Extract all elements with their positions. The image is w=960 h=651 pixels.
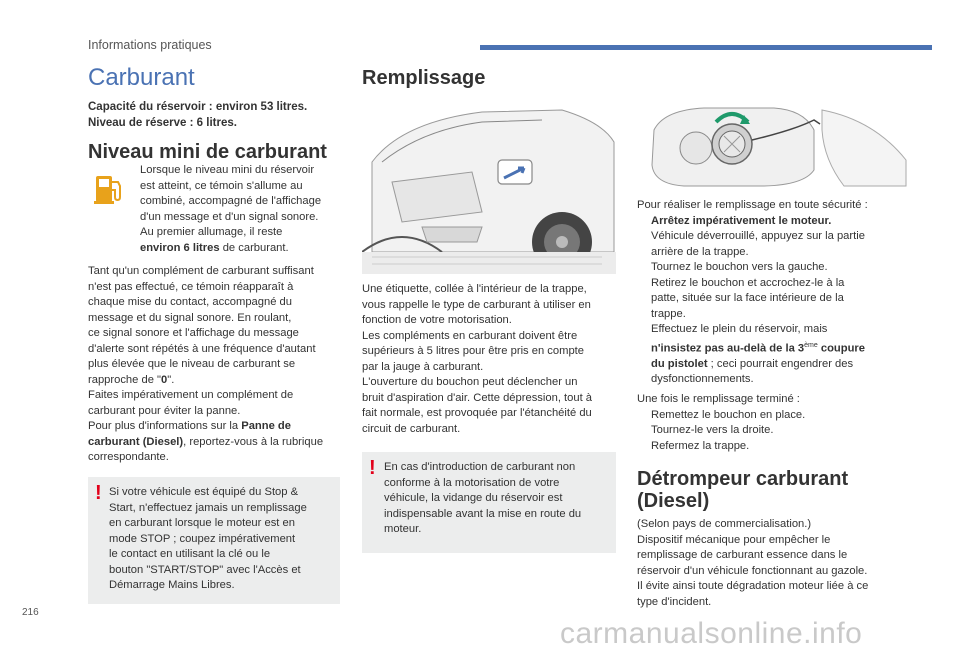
- list-item: [637, 408, 805, 424]
- section-title-misfuel-prevention: [637, 468, 848, 512]
- bold-text: Panne de: [241, 420, 291, 432]
- fuel-cap-illustration: [644, 100, 916, 190]
- text-line: [651, 357, 868, 373]
- text-line: L'ouverture du bouchon peut déclencher un: [362, 376, 578, 388]
- warning-icon: !: [369, 457, 376, 479]
- text-span: rapproche de ": [88, 373, 162, 386]
- text-line: Tant qu'un complément de carburant suffisant: [88, 265, 314, 277]
- capacity-line: Capacité du réservoir : environ 53 litres.: [88, 101, 308, 113]
- watermark: carmanualsonline.info: [560, 617, 863, 650]
- min-level-description: [140, 163, 321, 256]
- intro-text: Une fois le remplissage terminé :: [637, 393, 800, 405]
- text-line: est atteint, ce témoin s'allume au: [140, 179, 303, 192]
- text-line: Dispositif mécanique pour empêcher le: [637, 533, 831, 546]
- list-item: [637, 423, 805, 439]
- text-line: n'est pas effectué, ce témoin réapparaît à: [88, 280, 294, 293]
- text-line: véhicule, la vidange du réservoir est: [384, 492, 563, 504]
- text-line: supérieurs à 5 litres pour être pris en compte: [362, 345, 584, 357]
- section-title-filling: Remplissage: [362, 67, 486, 89]
- text-line: (Selon pays de commercialisation.): [637, 518, 812, 530]
- text-line: en carburant lorsque le moteur est en: [109, 517, 295, 529]
- text-line: plus élevée que le niveau de carburant se: [88, 358, 296, 370]
- text-line: [88, 373, 323, 389]
- misfuel-paragraph: [637, 517, 868, 610]
- text-line: Au premier allumage, il reste: [140, 226, 283, 238]
- list-item: [637, 214, 868, 230]
- text-line: [88, 419, 323, 435]
- text-line: Une étiquette, collée à l'intérieur de la trappe,: [362, 283, 587, 295]
- running-header: Informations pratiques: [88, 38, 212, 52]
- text-line: dysfonctionnements.: [651, 373, 754, 386]
- text-line: message et du signal sonore. En roulant,: [88, 311, 292, 324]
- text-line: Démarrage Mains Libres.: [109, 579, 235, 591]
- text-span: Refermez la trappe.: [651, 439, 750, 452]
- safety-steps: [637, 198, 868, 388]
- text-line: [140, 241, 321, 257]
- text-span: de carburant.: [219, 241, 289, 254]
- text-line: carburant pour éviter la panne.: [88, 404, 241, 417]
- text-line: Retirez le bouchon et accrochez-le à la: [651, 276, 845, 289]
- text-line: bruit d'aspiration d'air. Cette dépression, tout à: [362, 391, 593, 404]
- warning-box-stop-start: [88, 477, 340, 604]
- reserve-line: Niveau de réserve : 6 litres.: [88, 117, 237, 129]
- text-line: mode STOP ; coupez impérativement: [109, 532, 296, 545]
- page-title: Carburant: [88, 64, 195, 91]
- section-title-min-level: Niveau mini de carburant: [88, 141, 327, 163]
- list-item: [637, 276, 868, 323]
- bold-text: environ 6 litres: [140, 241, 220, 254]
- text-line: trappe.: [651, 307, 686, 320]
- text-line: Véhicule déverrouillé, appuyez sur la partie: [651, 230, 865, 242]
- text-line: fonction de votre motorisation.: [362, 314, 512, 326]
- text-line: bouton "START/STOP" avec l'Accès et: [109, 563, 301, 576]
- text-line: Lorsque le niveau mini du réservoir: [140, 164, 315, 176]
- page-number: 216: [22, 607, 39, 618]
- car-fuel-flap-illustration: [362, 102, 616, 274]
- text-span: ".: [167, 373, 175, 386]
- text-line: circuit de carburant.: [362, 422, 461, 435]
- text-line: indispensable avant la mise en route du: [384, 507, 582, 520]
- bold-text: 0: [161, 373, 168, 386]
- text-line: combiné, accompagné de l'affichage: [140, 195, 322, 207]
- after-filling-steps: [637, 392, 805, 454]
- text-line: [88, 435, 323, 451]
- text-line: Tournez le bouchon vers la gauche.: [651, 261, 828, 273]
- text-line: fait normale, est provoquée par l'étanchéité du: [362, 407, 592, 419]
- text-line: remplissage de carburant essence dans le: [637, 549, 848, 561]
- title-line: Détrompeur carburant: [637, 468, 849, 490]
- text-line: ce signal sonore et l'affichage du message: [88, 327, 299, 339]
- warning-text: [109, 485, 307, 594]
- text-line: moteur.: [384, 523, 422, 535]
- text-line: vous rappelle le type de carburant à utiliser en: [362, 298, 591, 311]
- text-line: arrière de la trappe.: [651, 245, 749, 258]
- bold-text: Arrêtez impérativement le moteur.: [651, 214, 832, 227]
- text-span: Tournez-le vers la droite.: [651, 424, 774, 436]
- bold-text: coupure: [817, 342, 865, 355]
- text-line: Effectuez le plein du réservoir, mais: [651, 323, 828, 335]
- header-accent-bar: [480, 45, 932, 50]
- text-span: ; ceci pourrait engendrer des: [707, 357, 854, 370]
- title-line: (Diesel): [637, 490, 710, 512]
- text-line: Les compléments en carburant doivent être: [362, 329, 578, 342]
- warning-icon: !: [95, 482, 102, 504]
- text-line: d'un message et d'un signal sonore.: [140, 210, 319, 223]
- bold-text: du pistolet: [651, 357, 708, 370]
- text-line: d'alerte sont répétés à une fréquence d'autant: [88, 342, 316, 355]
- text-line: réservoir d'un véhicule fonctionnant au gazole.: [637, 564, 868, 577]
- text-span: Remettez le bouchon en place.: [651, 408, 806, 421]
- text-line: Il évite ainsi toute dégradation moteur liée à ce: [637, 580, 869, 592]
- text-line: patte, située sur la face intérieure de la: [651, 292, 844, 304]
- safety-step-list: [637, 214, 868, 388]
- list-item: [637, 439, 805, 455]
- list-item: [637, 322, 868, 388]
- text-line: par la jauge à carburant.: [362, 360, 484, 373]
- text-line: type d'incident.: [637, 595, 712, 608]
- bold-text: n'insistez pas au-delà de la 3: [651, 342, 805, 355]
- after-step-list: [637, 408, 805, 455]
- text-line: le contact en utilisant la clé ou le: [109, 548, 271, 560]
- text-line: Si votre véhicule est équipé du Stop &: [109, 486, 299, 498]
- text-span: , reportez-vous à la rubrique: [183, 435, 324, 448]
- intro-text: Pour réaliser le remplissage en toute sécurité :: [637, 199, 868, 211]
- superscript: ème: [804, 341, 818, 349]
- text-line: conforme à la motorisation de votre: [384, 476, 560, 489]
- bold-text: carburant (Diesel): [88, 435, 184, 448]
- min-level-paragraph: [88, 264, 323, 466]
- text-line: chaque mise du contact, accompagné du: [88, 296, 292, 308]
- text-line: [651, 338, 868, 357]
- list-item: [637, 260, 868, 276]
- text-span: Pour plus d'informations sur la: [88, 420, 242, 432]
- text-line: Faites impérativement un complément de: [88, 389, 294, 401]
- filling-paragraph: [362, 282, 592, 437]
- text-line: correspondante.: [88, 451, 169, 463]
- warning-box-fuel-type: [362, 452, 616, 553]
- text-line: En cas d'introduction de carburant non: [384, 461, 576, 473]
- capacity-info: [88, 99, 307, 131]
- fuel-pump-icon: [92, 170, 126, 206]
- list-item: [637, 229, 868, 260]
- warning-text: [384, 460, 581, 538]
- text-line: Start, n'effectuez jamais un remplissage: [109, 501, 307, 514]
